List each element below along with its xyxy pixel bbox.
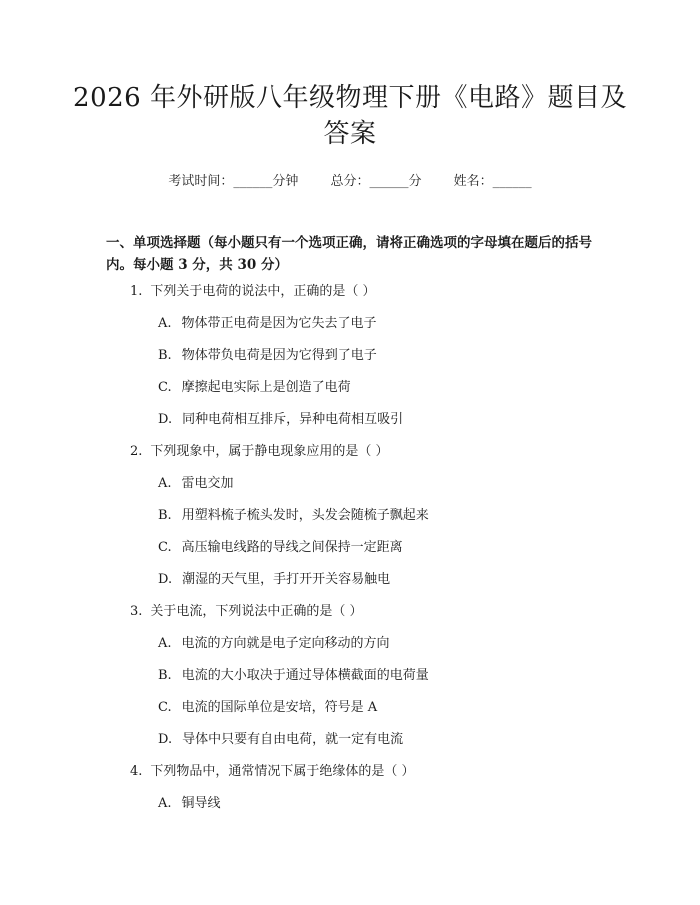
question-4: 4. 下列物品中，通常情况下属于绝缘体的是（ ） — [130, 764, 415, 779]
question-3-option-a: A. 电流的方向就是电子定向移动的方向 — [158, 636, 390, 651]
question-3: 3. 关于电流，下列说法中正确的是（ ） — [130, 604, 363, 619]
question-1: 1. 下列关于电荷的说法中，正确的是（ ） — [130, 284, 376, 299]
question-2: 2. 下列现象中，属于静电现象应用的是（ ） — [130, 444, 389, 459]
meta-total-score: 总分：______分 — [330, 174, 422, 189]
exam-meta — [0, 170, 700, 189]
question-1-option-a: A. 物体带正电荷是因为它失去了电子 — [158, 316, 377, 331]
question-2-option-c: C. 高压输电线路的导线之间保持一定距离 — [158, 540, 403, 555]
section-heading: 一、单项选择题（每小题只有一个选项正确，请将正确选项的字母填在题后的括号内。每小题 3 分，共 30 分） — [106, 235, 592, 273]
question-1-option-c: C. 摩擦起电实际上是创造了电荷 — [158, 380, 351, 395]
question-2-option-a: A. 雷电交加 — [158, 476, 234, 491]
question-4-option-a: A. 铜导线 — [158, 796, 221, 811]
question-1-option-d: D. 同种电荷相互排斥，异种电荷相互吸引 — [158, 412, 404, 427]
meta-exam-time: 考试时间：______分钟 — [168, 174, 299, 189]
question-3-option-c: C. 电流的国际单位是安培，符号是 A — [158, 700, 378, 715]
meta-name: 姓名：______ — [453, 174, 532, 189]
question-3-option-d: D. 导体中只要有自由电荷，就一定有电流 — [158, 732, 404, 747]
document-title: 2026 年外研版八年级物理下册《电路》题目及答案 — [73, 83, 627, 149]
question-3-option-b: B. 电流的大小取决于通过导体横截面的电荷量 — [158, 668, 429, 683]
question-1-option-b: B. 物体带负电荷是因为它得到了电子 — [158, 348, 377, 363]
question-2-option-b: B. 用塑料梳子梳头发时，头发会随梳子飘起来 — [158, 508, 429, 523]
question-2-option-d: D. 潮湿的天气里，手打开开关容易触电 — [158, 572, 391, 587]
